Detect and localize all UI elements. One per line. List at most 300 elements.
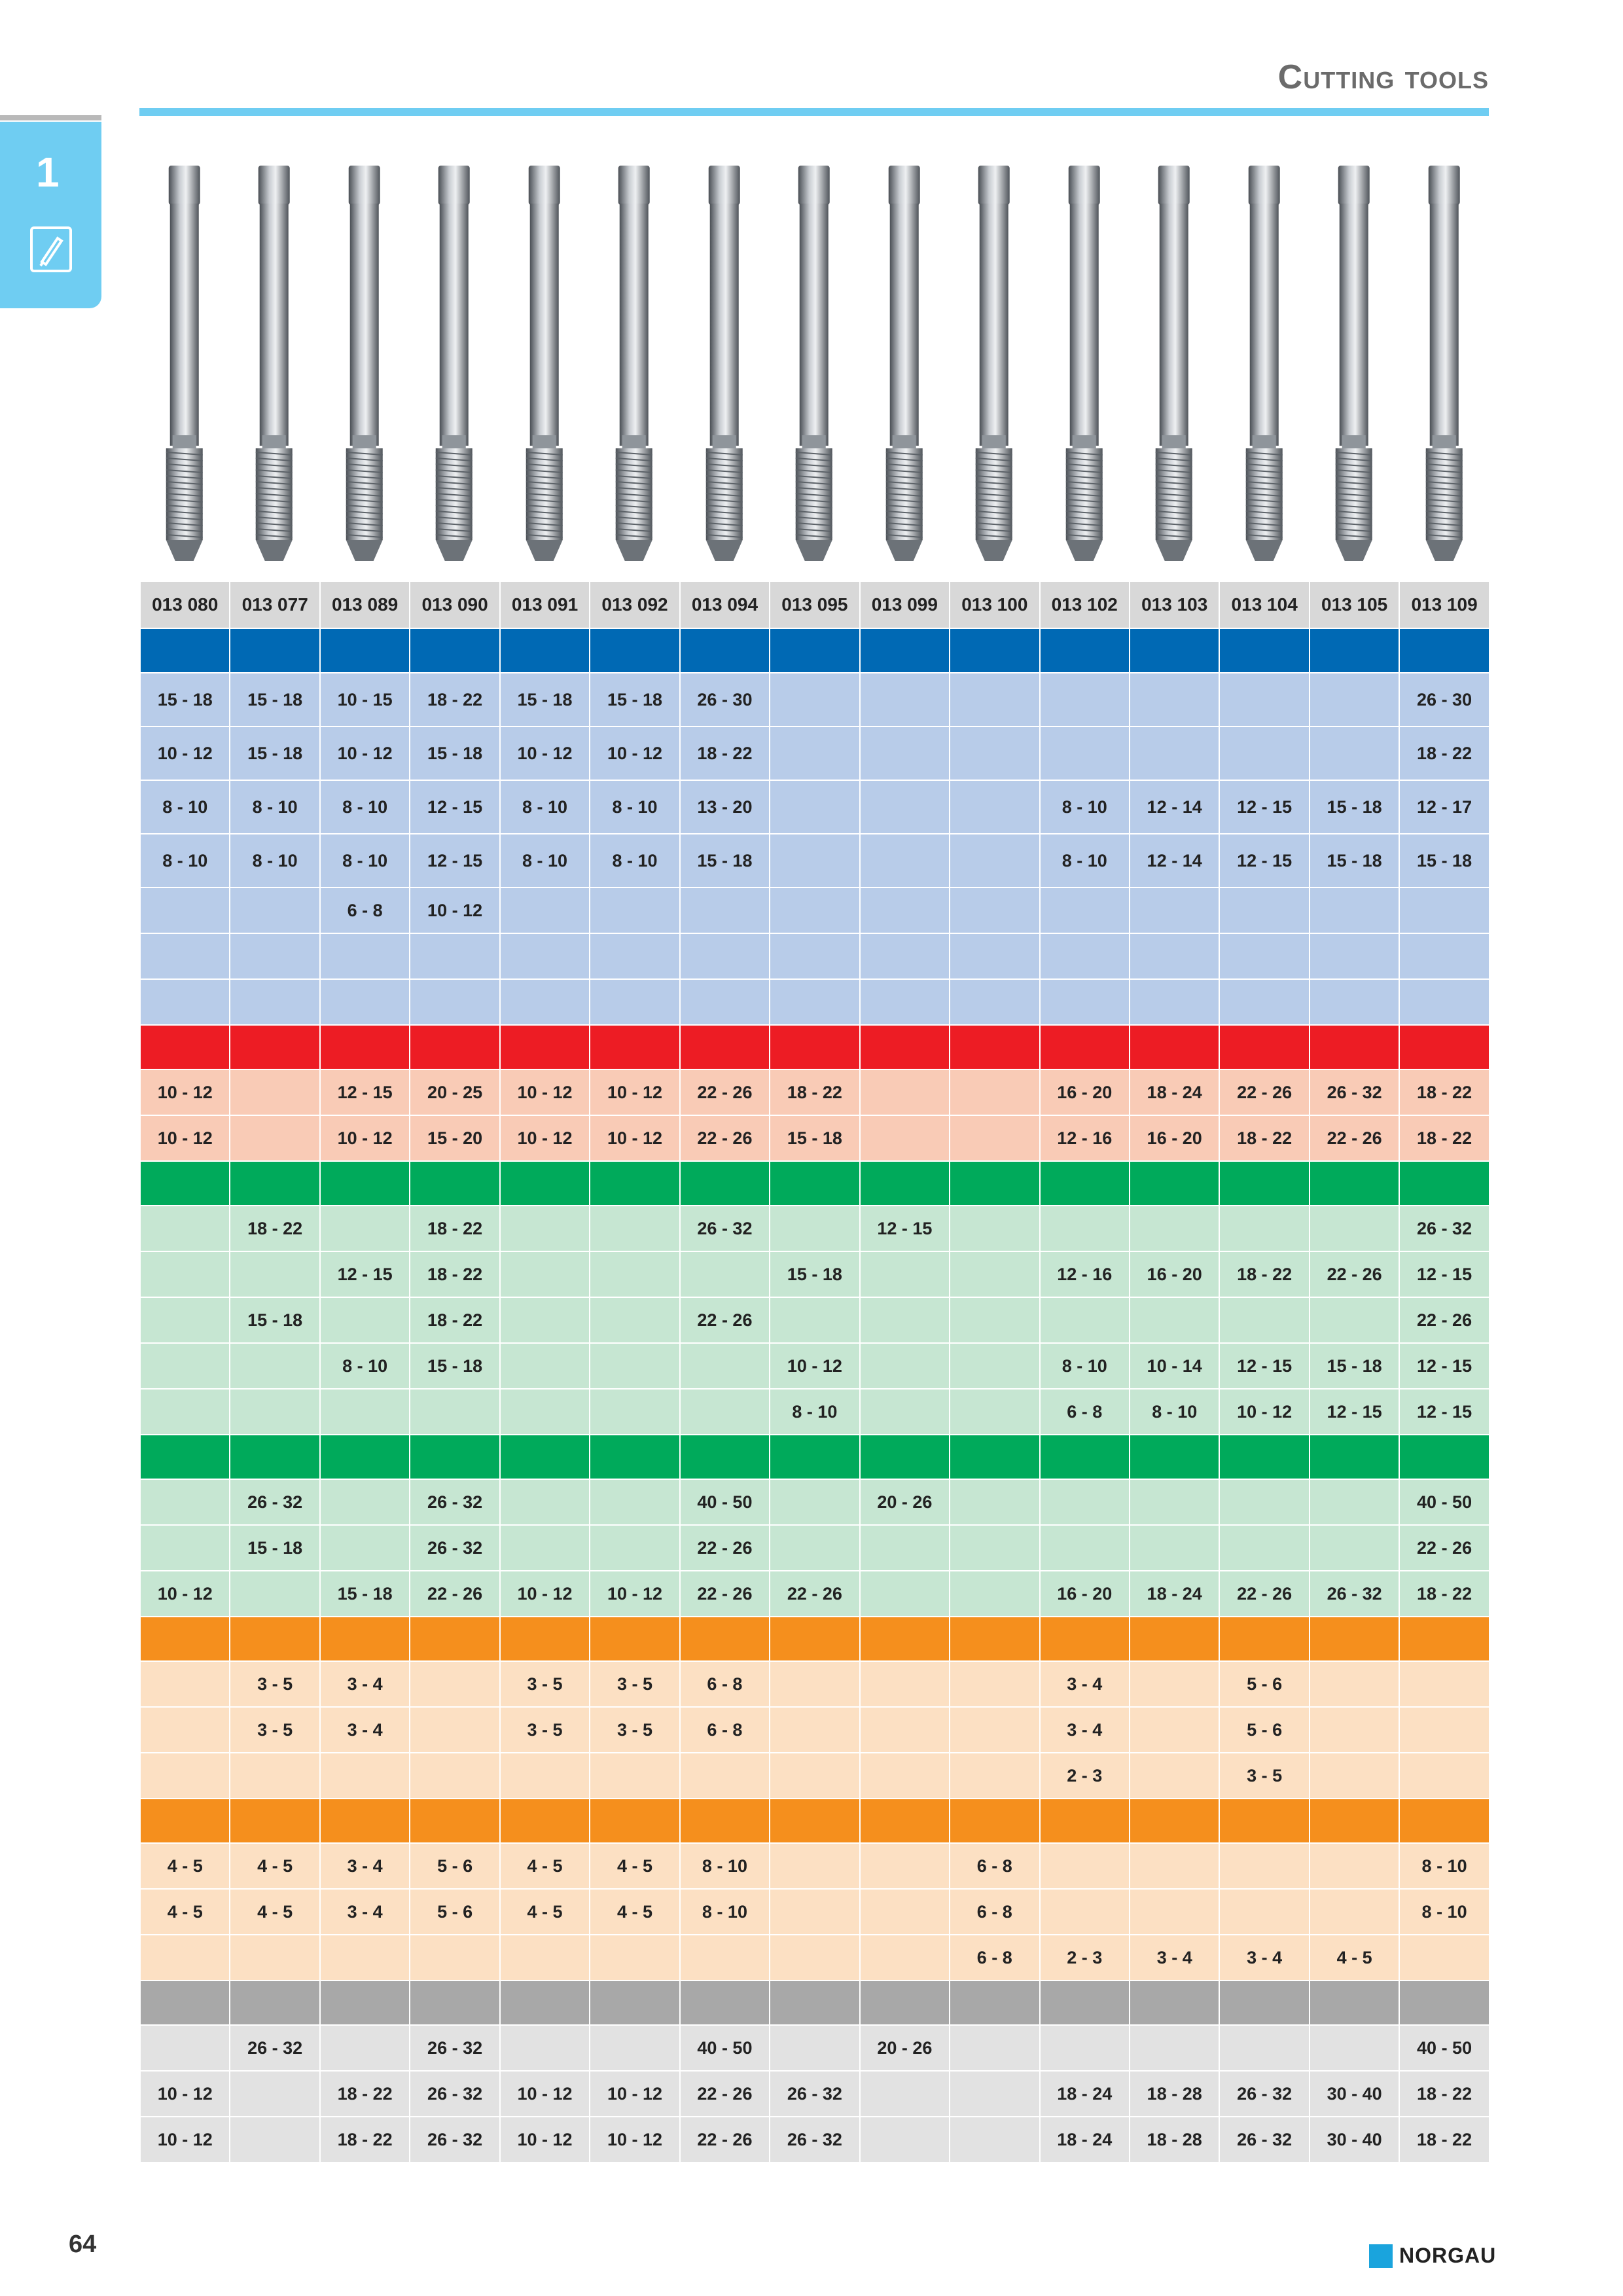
speed-cell: 18 - 22	[1399, 726, 1489, 780]
speed-cell	[590, 1251, 679, 1297]
speed-row	[140, 2071, 1489, 2117]
speed-cell	[1040, 1889, 1130, 1935]
speed-cell: 8 - 10	[140, 780, 230, 834]
speed-cell: 15 - 18	[500, 673, 590, 726]
speed-cell: 10 - 12	[140, 2071, 230, 2117]
group-header-cell	[1130, 1617, 1219, 1661]
speed-cell	[860, 673, 950, 726]
group-header-cell	[140, 1981, 230, 2025]
speed-row	[140, 1479, 1489, 1525]
speed-cell	[140, 1251, 230, 1297]
page-number: 64	[69, 2231, 97, 2258]
speed-cell: 22 - 26	[1399, 1525, 1489, 1571]
group-header-cell	[410, 1025, 499, 1069]
group-header-cell	[410, 628, 499, 673]
speed-cell: 18 - 22	[230, 1206, 319, 1251]
speed-cell: 22 - 26	[410, 1571, 499, 1617]
speed-cell: 3 - 4	[320, 1707, 410, 1753]
speed-cell	[140, 888, 230, 933]
group-header-cell	[680, 628, 770, 673]
group-header-cell	[590, 628, 679, 673]
tap-tool-image	[769, 160, 859, 566]
group-header-cell	[410, 1161, 499, 1206]
speed-cell	[860, 1571, 950, 1617]
group-header-cell	[950, 1435, 1039, 1479]
group-header-cell	[680, 1799, 770, 1843]
speed-cell	[1130, 933, 1219, 979]
group-header-cell	[410, 1617, 499, 1661]
speed-cell	[1040, 1206, 1130, 1251]
group-header-cell	[860, 1025, 950, 1069]
speed-cell: 12 - 15	[1399, 1251, 1489, 1297]
group-header-cell	[1040, 628, 1130, 673]
speed-cell: 18 - 22	[1219, 1251, 1309, 1297]
group-header-cell	[500, 628, 590, 673]
speed-row	[140, 673, 1489, 726]
speed-cell: 15 - 18	[320, 1571, 410, 1617]
speed-row	[140, 1206, 1489, 1251]
material-group-header-orange	[140, 1799, 1489, 1843]
speed-row	[140, 1843, 1489, 1889]
speed-cell: 6 - 8	[950, 1843, 1039, 1889]
speed-cell	[770, 673, 859, 726]
speed-cell: 30 - 40	[1310, 2071, 1399, 2117]
speed-cell	[590, 888, 679, 933]
group-header-cell	[950, 1981, 1039, 2025]
group-header-cell	[140, 1617, 230, 1661]
speed-cell: 12 - 15	[1219, 1343, 1309, 1389]
speed-cell: 8 - 10	[680, 1889, 770, 1935]
speed-cell	[140, 933, 230, 979]
speed-cell: 18 - 22	[1399, 2117, 1489, 2162]
chapter-tab-rule	[0, 115, 101, 120]
speed-cell: 2 - 3	[1040, 1935, 1130, 1981]
group-header-cell	[770, 1981, 859, 2025]
speed-cell: 18 - 24	[1130, 1069, 1219, 1115]
speed-row	[140, 2117, 1489, 2162]
speed-cell: 10 - 12	[140, 1069, 230, 1115]
speed-cell: 12 - 14	[1130, 780, 1219, 834]
speed-cell	[1040, 1843, 1130, 1889]
speed-row	[140, 834, 1489, 888]
speed-row	[140, 2025, 1489, 2071]
speed-cell	[320, 933, 410, 979]
group-header-cell	[1219, 1617, 1309, 1661]
speed-cell: 3 - 5	[230, 1707, 319, 1753]
group-header-cell	[590, 1435, 679, 1479]
speed-row	[140, 1251, 1489, 1297]
group-header-cell	[590, 1981, 679, 2025]
speed-cell: 8 - 10	[1040, 1343, 1130, 1389]
speed-cell: 22 - 26	[1219, 1571, 1309, 1617]
speed-cell	[680, 1935, 770, 1981]
speed-cell	[770, 1297, 859, 1343]
speed-row	[140, 780, 1489, 834]
speed-cell	[500, 933, 590, 979]
speed-cell	[590, 1206, 679, 1251]
tap-tool-image	[859, 160, 949, 566]
speed-cell	[950, 1115, 1039, 1161]
group-header-cell	[1130, 1161, 1219, 1206]
speed-cell: 20 - 26	[860, 1479, 950, 1525]
speed-cell: 8 - 10	[320, 780, 410, 834]
speed-cell: 40 - 50	[680, 2025, 770, 2071]
speed-cell: 4 - 5	[230, 1843, 319, 1889]
tap-tool-image	[949, 160, 1039, 566]
speed-cell	[140, 1343, 230, 1389]
speed-cell	[860, 834, 950, 888]
speed-cell	[860, 2117, 950, 2162]
group-header-cell	[320, 1617, 410, 1661]
speed-cell: 10 - 12	[410, 888, 499, 933]
group-header-cell	[230, 1617, 319, 1661]
group-header-cell	[680, 1435, 770, 1479]
group-header-cell	[410, 1981, 499, 2025]
group-header-cell	[410, 1435, 499, 1479]
speed-cell	[1130, 726, 1219, 780]
speed-row	[140, 933, 1489, 979]
tap-tool-image	[1399, 160, 1489, 566]
group-header-cell	[320, 1981, 410, 2025]
speed-cell: 10 - 14	[1130, 1343, 1219, 1389]
speed-cell	[1130, 2025, 1219, 2071]
speed-cell: 18 - 22	[680, 726, 770, 780]
speed-cell	[770, 1707, 859, 1753]
speed-cell	[1310, 1206, 1399, 1251]
group-header-cell	[140, 1161, 230, 1206]
speed-cell: 12 - 15	[320, 1069, 410, 1115]
group-header-cell	[1310, 1025, 1399, 1069]
speed-cell	[590, 979, 679, 1025]
group-header-cell	[1040, 1981, 1130, 2025]
speed-cell: 10 - 15	[320, 673, 410, 726]
speed-cell	[950, 1753, 1039, 1799]
speed-cell	[230, 888, 319, 933]
speed-cell: 26 - 32	[1310, 1571, 1399, 1617]
group-header-cell	[1310, 1435, 1399, 1479]
speed-cell	[1399, 933, 1489, 979]
speed-cell: 8 - 10	[140, 834, 230, 888]
speed-cell	[950, 1479, 1039, 1525]
speed-cell	[320, 1935, 410, 1981]
speed-cell: 8 - 10	[500, 834, 590, 888]
speed-cell: 22 - 26	[1310, 1115, 1399, 1161]
speed-cell: 15 - 18	[770, 1251, 859, 1297]
speed-cell: 10 - 12	[500, 1115, 590, 1161]
speed-cell	[950, 834, 1039, 888]
speed-cell	[950, 1571, 1039, 1617]
speed-row	[140, 1069, 1489, 1115]
speed-cell: 4 - 5	[230, 1889, 319, 1935]
speed-cell	[590, 933, 679, 979]
speed-cell: 5 - 6	[1219, 1661, 1309, 1707]
material-group-header-red	[140, 1025, 1489, 1069]
group-header-cell	[950, 628, 1039, 673]
group-header-cell	[1399, 1617, 1489, 1661]
material-group-header-grey	[140, 1981, 1489, 2025]
product-code-cell: 013 095	[770, 581, 859, 628]
speed-cell	[1399, 1707, 1489, 1753]
group-header-cell	[860, 1981, 950, 2025]
brand-logo	[1369, 2244, 1496, 2268]
speed-cell: 10 - 12	[590, 1069, 679, 1115]
speed-cell	[680, 1343, 770, 1389]
speed-cell	[770, 979, 859, 1025]
speed-cell	[950, 1251, 1039, 1297]
speed-cell: 15 - 18	[230, 673, 319, 726]
speed-cell	[140, 1661, 230, 1707]
speed-cell	[140, 1389, 230, 1435]
group-header-cell	[140, 1799, 230, 1843]
chapter-number: 1	[36, 149, 60, 196]
speed-cell	[1310, 979, 1399, 1025]
speed-cell: 8 - 10	[1130, 1389, 1219, 1435]
speed-cell	[410, 1389, 499, 1435]
group-header-cell	[500, 1617, 590, 1661]
speed-cell	[590, 1525, 679, 1571]
group-header-cell	[590, 1161, 679, 1206]
brand-name: NORGAU	[1399, 2244, 1497, 2267]
speed-cell	[1130, 1297, 1219, 1343]
group-header-cell	[320, 1435, 410, 1479]
speed-cell	[770, 726, 859, 780]
speed-cell: 8 - 10	[500, 780, 590, 834]
speed-cell: 3 - 4	[320, 1889, 410, 1935]
speed-cell	[590, 1479, 679, 1525]
speed-cell	[770, 1935, 859, 1981]
speed-cell	[950, 1707, 1039, 1753]
speed-cell	[1219, 2025, 1309, 2071]
speed-cell	[230, 1389, 319, 1435]
speed-cell: 3 - 4	[1040, 1661, 1130, 1707]
speed-cell: 3 - 4	[1130, 1935, 1219, 1981]
group-header-cell	[1219, 628, 1309, 673]
tap-tool-image	[679, 160, 769, 566]
speed-cell	[770, 1843, 859, 1889]
group-header-cell	[950, 1025, 1039, 1069]
speed-cell	[1219, 1206, 1309, 1251]
speed-cell: 8 - 10	[1399, 1889, 1489, 1935]
speed-cell	[1310, 1661, 1399, 1707]
speed-cell	[230, 1343, 319, 1389]
speed-cell: 18 - 28	[1130, 2071, 1219, 2117]
group-header-cell	[950, 1799, 1039, 1843]
speed-cell: 26 - 32	[680, 1206, 770, 1251]
speed-cell	[230, 1251, 319, 1297]
speed-cell	[680, 1753, 770, 1799]
speed-cell: 22 - 26	[680, 1069, 770, 1115]
header-divider	[139, 108, 1489, 116]
speed-cell: 26 - 32	[770, 2117, 859, 2162]
speed-cell	[860, 726, 950, 780]
speed-cell: 3 - 5	[500, 1707, 590, 1753]
speed-row	[140, 1661, 1489, 1707]
speed-cell: 12 - 15	[1399, 1389, 1489, 1435]
speed-row	[140, 1389, 1489, 1435]
drill-bit-icon	[30, 226, 72, 272]
speed-cell: 26 - 32	[770, 2071, 859, 2117]
group-header-cell	[680, 1981, 770, 2025]
page-header-title: Cutting tools	[1277, 58, 1489, 96]
speed-cell: 22 - 26	[1310, 1251, 1399, 1297]
speed-cell: 10 - 12	[500, 2117, 590, 2162]
speed-cell: 12 - 15	[410, 834, 499, 888]
speed-cell	[320, 1753, 410, 1799]
speed-cell: 8 - 10	[230, 834, 319, 888]
speed-cell: 12 - 15	[320, 1251, 410, 1297]
speed-cell: 3 - 5	[590, 1661, 679, 1707]
speed-cell	[1310, 1297, 1399, 1343]
speed-cell	[1219, 1889, 1309, 1935]
speed-cell	[410, 979, 499, 1025]
speed-row	[140, 1571, 1489, 1617]
speed-cell	[1040, 1525, 1130, 1571]
speed-cell: 4 - 5	[500, 1889, 590, 1935]
group-header-cell	[320, 628, 410, 673]
speed-cell: 15 - 18	[410, 726, 499, 780]
group-header-cell	[1219, 1161, 1309, 1206]
speed-cell: 22 - 26	[680, 2071, 770, 2117]
speed-cell: 5 - 6	[1219, 1707, 1309, 1753]
speed-cell	[860, 1297, 950, 1343]
speed-cell	[680, 888, 770, 933]
group-header-cell	[770, 1799, 859, 1843]
group-header-cell	[680, 1617, 770, 1661]
group-header-cell	[1040, 1435, 1130, 1479]
speed-cell: 26 - 32	[1310, 1069, 1399, 1115]
speed-cell: 18 - 22	[1399, 1115, 1489, 1161]
speed-cell: 15 - 18	[590, 673, 679, 726]
speed-cell: 2 - 3	[1040, 1753, 1130, 1799]
speed-cell: 16 - 20	[1130, 1251, 1219, 1297]
speed-cell: 18 - 22	[410, 673, 499, 726]
speed-cell	[230, 1935, 319, 1981]
speed-cell: 18 - 22	[1399, 1571, 1489, 1617]
product-code-cell: 013 104	[1219, 581, 1309, 628]
speed-cell: 22 - 26	[1399, 1297, 1489, 1343]
speed-cell: 3 - 4	[1040, 1707, 1130, 1753]
speed-cell	[140, 1479, 230, 1525]
speed-cell	[410, 1661, 499, 1707]
group-header-cell	[680, 1025, 770, 1069]
product-code-cell: 013 102	[1040, 581, 1130, 628]
speed-cell: 12 - 15	[860, 1206, 950, 1251]
speed-cell: 10 - 12	[500, 726, 590, 780]
speed-cell	[140, 1935, 230, 1981]
group-header-cell	[1310, 628, 1399, 673]
speed-cell	[950, 1206, 1039, 1251]
speed-cell: 12 - 17	[1399, 780, 1489, 834]
speed-cell: 18 - 24	[1130, 1571, 1219, 1617]
group-header-cell	[230, 628, 319, 673]
tap-tool-image	[589, 160, 679, 566]
speed-row	[140, 1343, 1489, 1389]
tap-tool-image	[229, 160, 319, 566]
product-code-cell: 013 092	[590, 581, 679, 628]
speed-cell	[770, 1525, 859, 1571]
speed-cell: 18 - 22	[1219, 1115, 1309, 1161]
material-group-header-green	[140, 1161, 1489, 1206]
group-header-cell	[1040, 1799, 1130, 1843]
speed-cell: 12 - 14	[1130, 834, 1219, 888]
group-header-cell	[860, 1617, 950, 1661]
speed-cell: 3 - 5	[1219, 1753, 1309, 1799]
group-header-cell	[140, 628, 230, 673]
speed-cell	[950, 2117, 1039, 2162]
speed-cell	[140, 2025, 230, 2071]
group-header-cell	[1399, 628, 1489, 673]
group-header-cell	[1310, 1161, 1399, 1206]
group-header-cell	[230, 1161, 319, 1206]
speed-cell	[860, 780, 950, 834]
speed-cell: 22 - 26	[680, 1571, 770, 1617]
speed-cell: 26 - 32	[1219, 2071, 1309, 2117]
group-header-cell	[1130, 1799, 1219, 1843]
speed-cell: 26 - 30	[1399, 673, 1489, 726]
speed-cell	[230, 1115, 319, 1161]
speed-cell	[1130, 673, 1219, 726]
speed-cell: 10 - 12	[320, 1115, 410, 1161]
group-header-cell	[860, 1161, 950, 1206]
tap-tool-image	[409, 160, 499, 566]
speed-cell: 8 - 10	[590, 834, 679, 888]
speed-row	[140, 1525, 1489, 1571]
speed-cell	[1310, 888, 1399, 933]
speed-cell	[590, 1297, 679, 1343]
tap-tool-image	[1039, 160, 1129, 566]
speed-cell	[1310, 1479, 1399, 1525]
group-header-cell	[500, 1799, 590, 1843]
speed-cell: 8 - 10	[770, 1389, 859, 1435]
speed-cell	[860, 1251, 950, 1297]
group-header-cell	[500, 1435, 590, 1479]
group-header-cell	[140, 1025, 230, 1069]
speed-cell	[500, 1389, 590, 1435]
speed-cell	[1310, 726, 1399, 780]
speed-cell: 20 - 26	[860, 2025, 950, 2071]
speed-cell: 6 - 8	[320, 888, 410, 933]
group-header-cell	[770, 1161, 859, 1206]
speed-cell: 5 - 6	[410, 1843, 499, 1889]
speed-cell	[950, 2071, 1039, 2117]
speed-cell	[860, 1343, 950, 1389]
speed-cell: 40 - 50	[1399, 2025, 1489, 2071]
speed-cell: 12 - 15	[410, 780, 499, 834]
speed-cell	[230, 1753, 319, 1799]
speed-cell	[1130, 888, 1219, 933]
speed-cell: 18 - 24	[1040, 2117, 1130, 2162]
speed-cell	[680, 1389, 770, 1435]
group-header-cell	[590, 1799, 679, 1843]
speed-cell	[320, 1206, 410, 1251]
speed-cell: 15 - 18	[1310, 834, 1399, 888]
speed-cell	[950, 1389, 1039, 1435]
speed-cell	[1219, 979, 1309, 1025]
speed-cell	[1219, 1843, 1309, 1889]
speed-cell: 4 - 5	[1310, 1935, 1399, 1981]
speed-cell: 10 - 12	[590, 2071, 679, 2117]
speed-cell	[1219, 1525, 1309, 1571]
speed-cell: 26 - 32	[410, 2025, 499, 2071]
speed-cell	[950, 1343, 1039, 1389]
speed-cell: 4 - 5	[140, 1889, 230, 1935]
speed-cell	[140, 1525, 230, 1571]
chapter-tab[interactable]	[0, 122, 101, 308]
speed-cell	[1310, 1753, 1399, 1799]
speed-cell: 12 - 15	[1310, 1389, 1399, 1435]
speed-cell	[590, 1753, 679, 1799]
group-header-cell	[770, 1617, 859, 1661]
